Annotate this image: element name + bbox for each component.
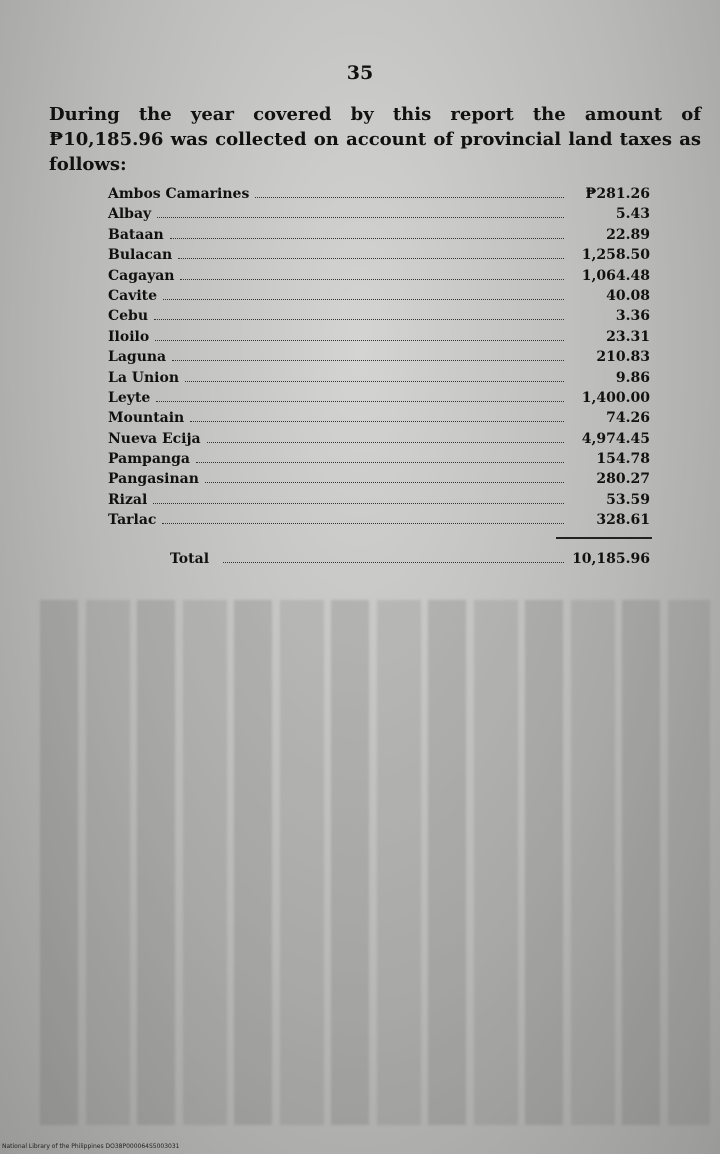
table-row	[108, 306, 650, 326]
leader-dots	[157, 204, 564, 218]
table-row	[108, 510, 650, 530]
table-row	[108, 388, 650, 408]
tax-amount: 9.86	[615, 369, 650, 386]
leader-dots	[155, 327, 564, 341]
province-name: La Union	[108, 369, 180, 386]
leader-dots	[255, 184, 564, 198]
tax-amount: 4,974.45	[581, 430, 650, 447]
leader-dots	[190, 408, 564, 422]
leader-dots	[162, 510, 564, 524]
tax-amount: 23.31	[606, 328, 650, 345]
province-name: Albay	[108, 206, 152, 223]
show-through-text	[40, 600, 710, 1140]
province-name: Laguna	[108, 349, 167, 366]
province-name: Rizal	[108, 491, 148, 508]
leader-dots	[154, 306, 564, 320]
leader-dots	[223, 549, 564, 563]
tax-amount: 74.26	[606, 410, 650, 427]
tax-amount: ₱281.26	[585, 186, 650, 202]
leader-dots	[207, 429, 564, 443]
table-row	[108, 286, 650, 306]
table-row	[108, 225, 650, 245]
tax-amount: 3.36	[615, 308, 650, 325]
leader-dots	[205, 469, 564, 483]
province-name: Cagayan	[108, 267, 175, 284]
table-row	[108, 266, 650, 286]
tax-amount: 40.08	[606, 287, 650, 304]
province-name: Pangasinan	[108, 471, 199, 488]
leader-dots	[153, 490, 564, 504]
table-row	[108, 429, 650, 449]
total-amount: 10,185.96	[572, 551, 650, 567]
table-row	[108, 347, 650, 367]
table-row	[108, 449, 650, 469]
leader-dots	[172, 347, 564, 361]
tax-amount: 53.59	[606, 491, 650, 508]
tax-amount: 1,258.50	[581, 247, 650, 264]
leader-dots	[156, 388, 564, 402]
leader-dots	[178, 245, 564, 259]
tax-amount: 5.43	[615, 206, 650, 223]
province-name: Pampanga	[108, 451, 190, 468]
leader-dots	[185, 368, 564, 382]
leader-dots	[163, 286, 564, 300]
province-name: Iloilo	[108, 328, 150, 345]
province-name: Cavite	[108, 287, 158, 304]
total-rule	[556, 537, 652, 539]
table-row	[108, 408, 650, 428]
total-row	[170, 549, 650, 569]
land-tax-table	[108, 184, 650, 531]
province-name: Bulacan	[108, 247, 173, 264]
leader-dots	[180, 266, 564, 280]
table-row	[108, 490, 650, 510]
table-row	[108, 245, 650, 265]
intro-paragraph: During the year covered by this report the amount of ₱10,185.96 was collected on account of provincial land taxes as follows:	[49, 104, 701, 175]
table-row	[108, 204, 650, 224]
tax-amount: 210.83	[596, 349, 650, 366]
tax-amount: 1,064.48	[581, 267, 650, 284]
page-number: 35	[346, 62, 374, 84]
table-row	[108, 469, 650, 489]
province-name: Ambos Camarines	[108, 186, 250, 202]
leader-dots	[196, 449, 564, 463]
tax-amount: 154.78	[596, 451, 650, 468]
tax-amount: 22.89	[606, 226, 650, 243]
table-row	[108, 327, 650, 347]
tax-amount: 1,400.00	[581, 389, 650, 406]
province-name: Leyte	[108, 389, 151, 406]
tax-amount: 280.27	[596, 471, 650, 488]
library-footer: National Library of the Philippines DO38P000064S5003031	[2, 1143, 180, 1150]
total-label: Total	[170, 551, 210, 567]
leader-dots	[170, 225, 564, 239]
province-name: Bataan	[108, 226, 164, 243]
province-name: Mountain	[108, 410, 185, 427]
table-row	[108, 368, 650, 388]
province-name: Cebu	[108, 308, 149, 325]
province-name: Nueva Ecija	[108, 430, 201, 447]
table-row	[108, 184, 650, 204]
tax-amount: 328.61	[596, 512, 650, 529]
province-name: Tarlac	[108, 512, 157, 529]
